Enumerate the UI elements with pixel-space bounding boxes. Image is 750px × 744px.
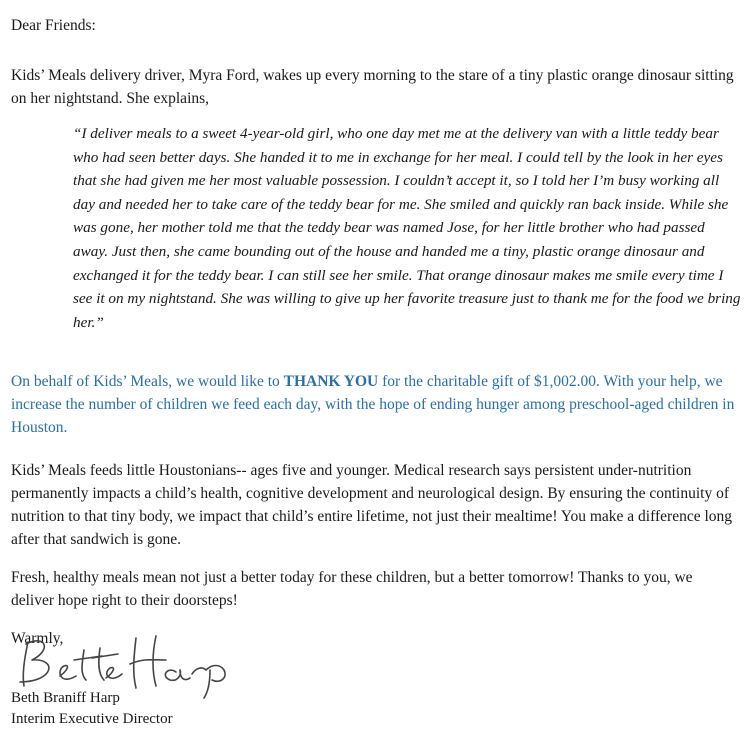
thanks-text-after: for the charitable gift of $1,002.00. With your help, we increase the number of children we feed each day, with the hope of ending hunger among preschool-aged children in Houston. [11, 373, 735, 436]
driver-quote: “I deliver meals to a sweet 4-year-old girl, who one day met me at the delivery van with a little teddy bear who had seen better days. She handed it to me in exchange for her meal. I could tell by the look in her eyes that she had given me her most valuable possession. I couldn’t accept it, so I told her I’m busy working all day and needed her to take care of the teddy bear for me. She smiled and quickly ran back inside. While she was gone, her mother told me that the teddy bear was named Jose, for her little brother who had passed away. Just then, she came bounding out of the house and handed me a tiny, plastic orange dinosaur and exchanged it for the teddy bear. I can still see her smile. That orange dinosaur makes me smile every time I see it on my nightstand. She was willing to give up her favorite treasure just to thank me for the food we bring her.” [73, 125, 741, 331]
signer-name: Beth Braniff Harp [11, 690, 120, 706]
signer-title: Interim Executive Director [11, 711, 173, 727]
thanks-text-before: On behalf of Kids’ Meals, we would like to [11, 373, 284, 390]
impact-paragraph: Kids’ Meals feeds little Houstonians-- ages five and younger. Medical research says persistent under-nutrition permanently impacts a child’s health, cognitive development and neurological design. By ensuring the continuity of nutrition to that tiny body, we impact that child’s entire lifetime, not just their mealtime! You make a difference long after that sandwich is gone. [11, 462, 733, 548]
intro-paragraph: Kids’ Meals delivery driver, Myra Ford, wakes up every morning to the stare of a tiny plastic orange dinosaur sitting on her nightstand. She explains, [11, 67, 734, 107]
greeting: Dear Friends: [11, 17, 96, 34]
closing-paragraph: Fresh, healthy meals mean not just a better today for these children, but a better tomorrow! Thanks to you, we deliver hope right to their doorsteps! [11, 569, 693, 609]
thank-you-paragraph [11, 370, 739, 439]
thank-you-emphasis: THANK YOU [283, 373, 379, 390]
sign-off: Warmly, [11, 630, 64, 647]
